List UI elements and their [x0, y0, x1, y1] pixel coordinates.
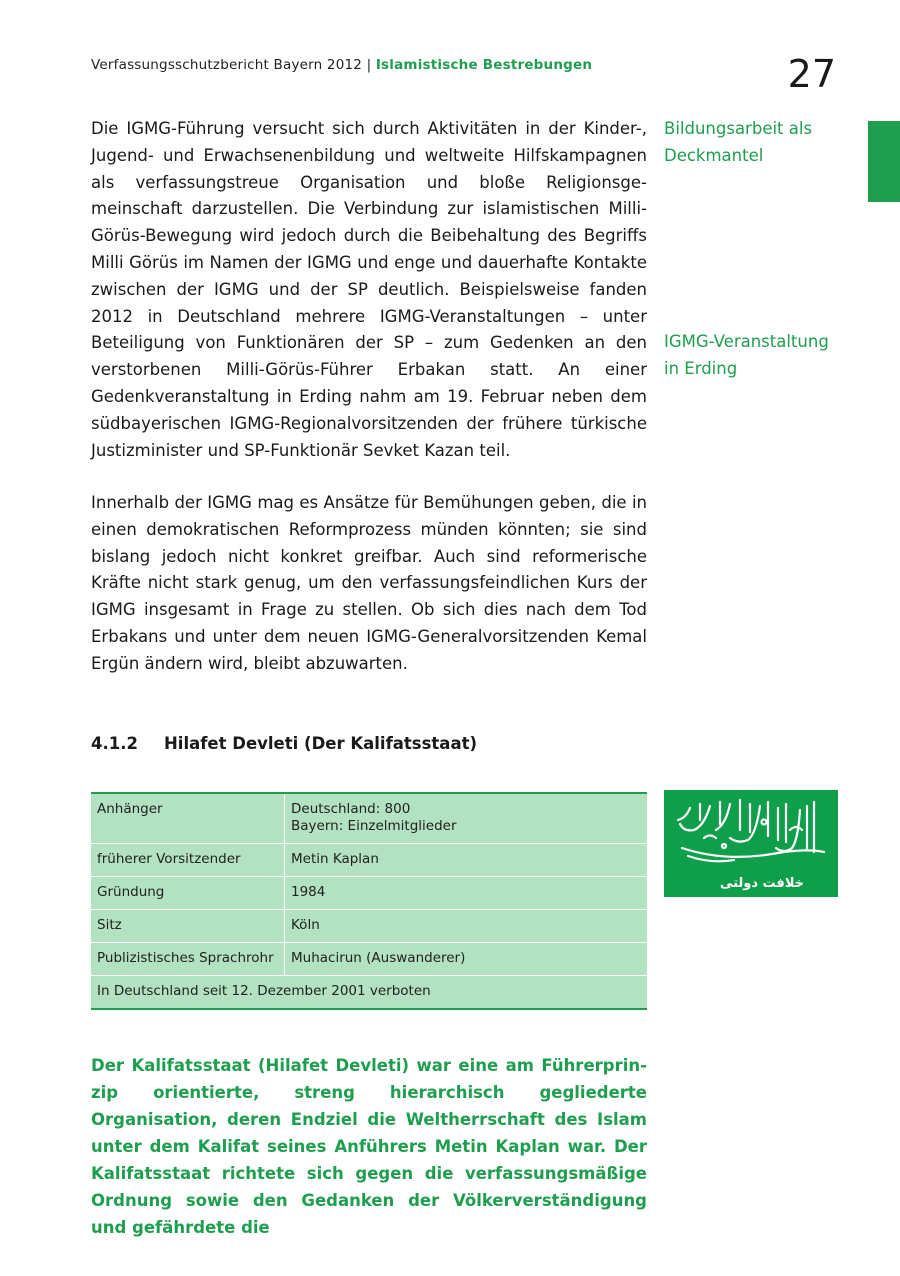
table-row — [91, 910, 647, 943]
margin-note-2: IGMG-Veranstaltung in Erding — [664, 332, 829, 378]
table-label: Anhänger — [91, 793, 285, 844]
margin-note-1: Bildungsarbeit als Deckmantel — [664, 119, 813, 165]
table-value: Muhacirun (Auswanderer) — [285, 943, 648, 976]
table-row — [91, 877, 647, 910]
table-value — [285, 793, 648, 844]
running-header — [91, 57, 592, 73]
report-title: Verfassungsschutzbericht Bayern 2012 — [91, 57, 363, 73]
section-heading — [91, 734, 477, 753]
table-value-line: Bayern: Einzelmitglieder — [291, 818, 457, 834]
lead-paragraph: Der Kalifatsstaat (Hilafet Devleti) war eine am Führerprinzip orientierte, streng hierarchisch gegliederte Organisation, deren Endziel die Weltherrschaft des Islam unter dem Kalifat seines Anführers Metin Kaplan war. Der Kalifatsstaat richtete sich gegen die verfassungsmäßige Ordnung sowie den Gedanken der Völkerverständigung und gefährdete die — [91, 1056, 647, 1237]
table-value: Köln — [285, 910, 648, 943]
section-number: 4.1.2 — [91, 734, 138, 753]
table-row — [91, 844, 647, 877]
table-value: 1984 — [285, 877, 648, 910]
table-label: Publizistisches Sprachrohr — [91, 943, 285, 976]
table-footer-row — [91, 976, 647, 1010]
table-value: Metin Kaplan — [285, 844, 648, 877]
table-row — [91, 943, 647, 976]
chapter-tab-marker — [868, 121, 900, 202]
section-title: Hilafet Devleti (Der Kalifatsstaat) — [164, 734, 478, 753]
table-row — [91, 793, 647, 844]
flag-calligraphy-image — [664, 790, 838, 897]
table-label: Gründung — [91, 877, 285, 910]
table-label: früherer Vorsitzender — [91, 844, 285, 877]
header-section: Islamistische Bestrebungen — [375, 57, 593, 73]
body-paragraph-1: Die IGMG-Führung versucht sich durch Aktivitäten in der Kinder-, Jugend- und Erwachsenenbildung und weltweite Hilfskampagnen als verfassungstreue Organisation und bloße Religionsgemeinschaft darzustellen. Die Verbindung zur islamistischen Milli-Görüs-Bewegung wird jedoch durch die Beibehaltung des Begriffs Milli Görüs im Namen der IGMG und enge und dauerhafte Kontakte zwischen der IGMG und der SP deutlich. Beispielsweise fanden 2012 in Deutschland mehrere IGMG-Veranstaltungen – unter Beteiligung von Funktionären der SP – zum Gedenken an den verstorbenen Milli-Görüs-Führer Erbakan statt. An einer Gedenkveranstaltung in Erding nahm am 19. Februar neben dem südbayerischen IGMG-Regionalvorsitzenden der frühere türkische Justizminister und SP-Funktionär Sevket Kazan teil. — [91, 119, 647, 460]
header-separator: | — [362, 57, 376, 73]
kalifatsstaat-flag — [664, 790, 838, 897]
body-paragraph-2: Innerhalb der IGMG mag es Ansätze für Bemühungen geben, die in einen demokratischen Reformprozess münden könnten; sie sind bislang jedoch nicht konkret greifbar. Auch sind reformerische Kräfte nicht stark genug, um den verfassungsfeindlichen Kurs der IGMG insgesamt in Frage zu stellen. Ob sich dies nach dem Tod Erbakans und unter dem neuen IGMG-Generalvorsitzenden Kemal Ergün ändern wird, bleibt abzuwarten. — [91, 493, 647, 673]
table-label: Sitz — [91, 910, 285, 943]
table-value-line: Deutschland: 800 — [291, 801, 411, 817]
page-number: 27 — [787, 52, 836, 96]
facts-table — [91, 792, 647, 1010]
table-footer: In Deutschland seit 12. Dezember 2001 verboten — [91, 976, 647, 1010]
flag-caption: خلافت دولتی — [719, 876, 805, 891]
